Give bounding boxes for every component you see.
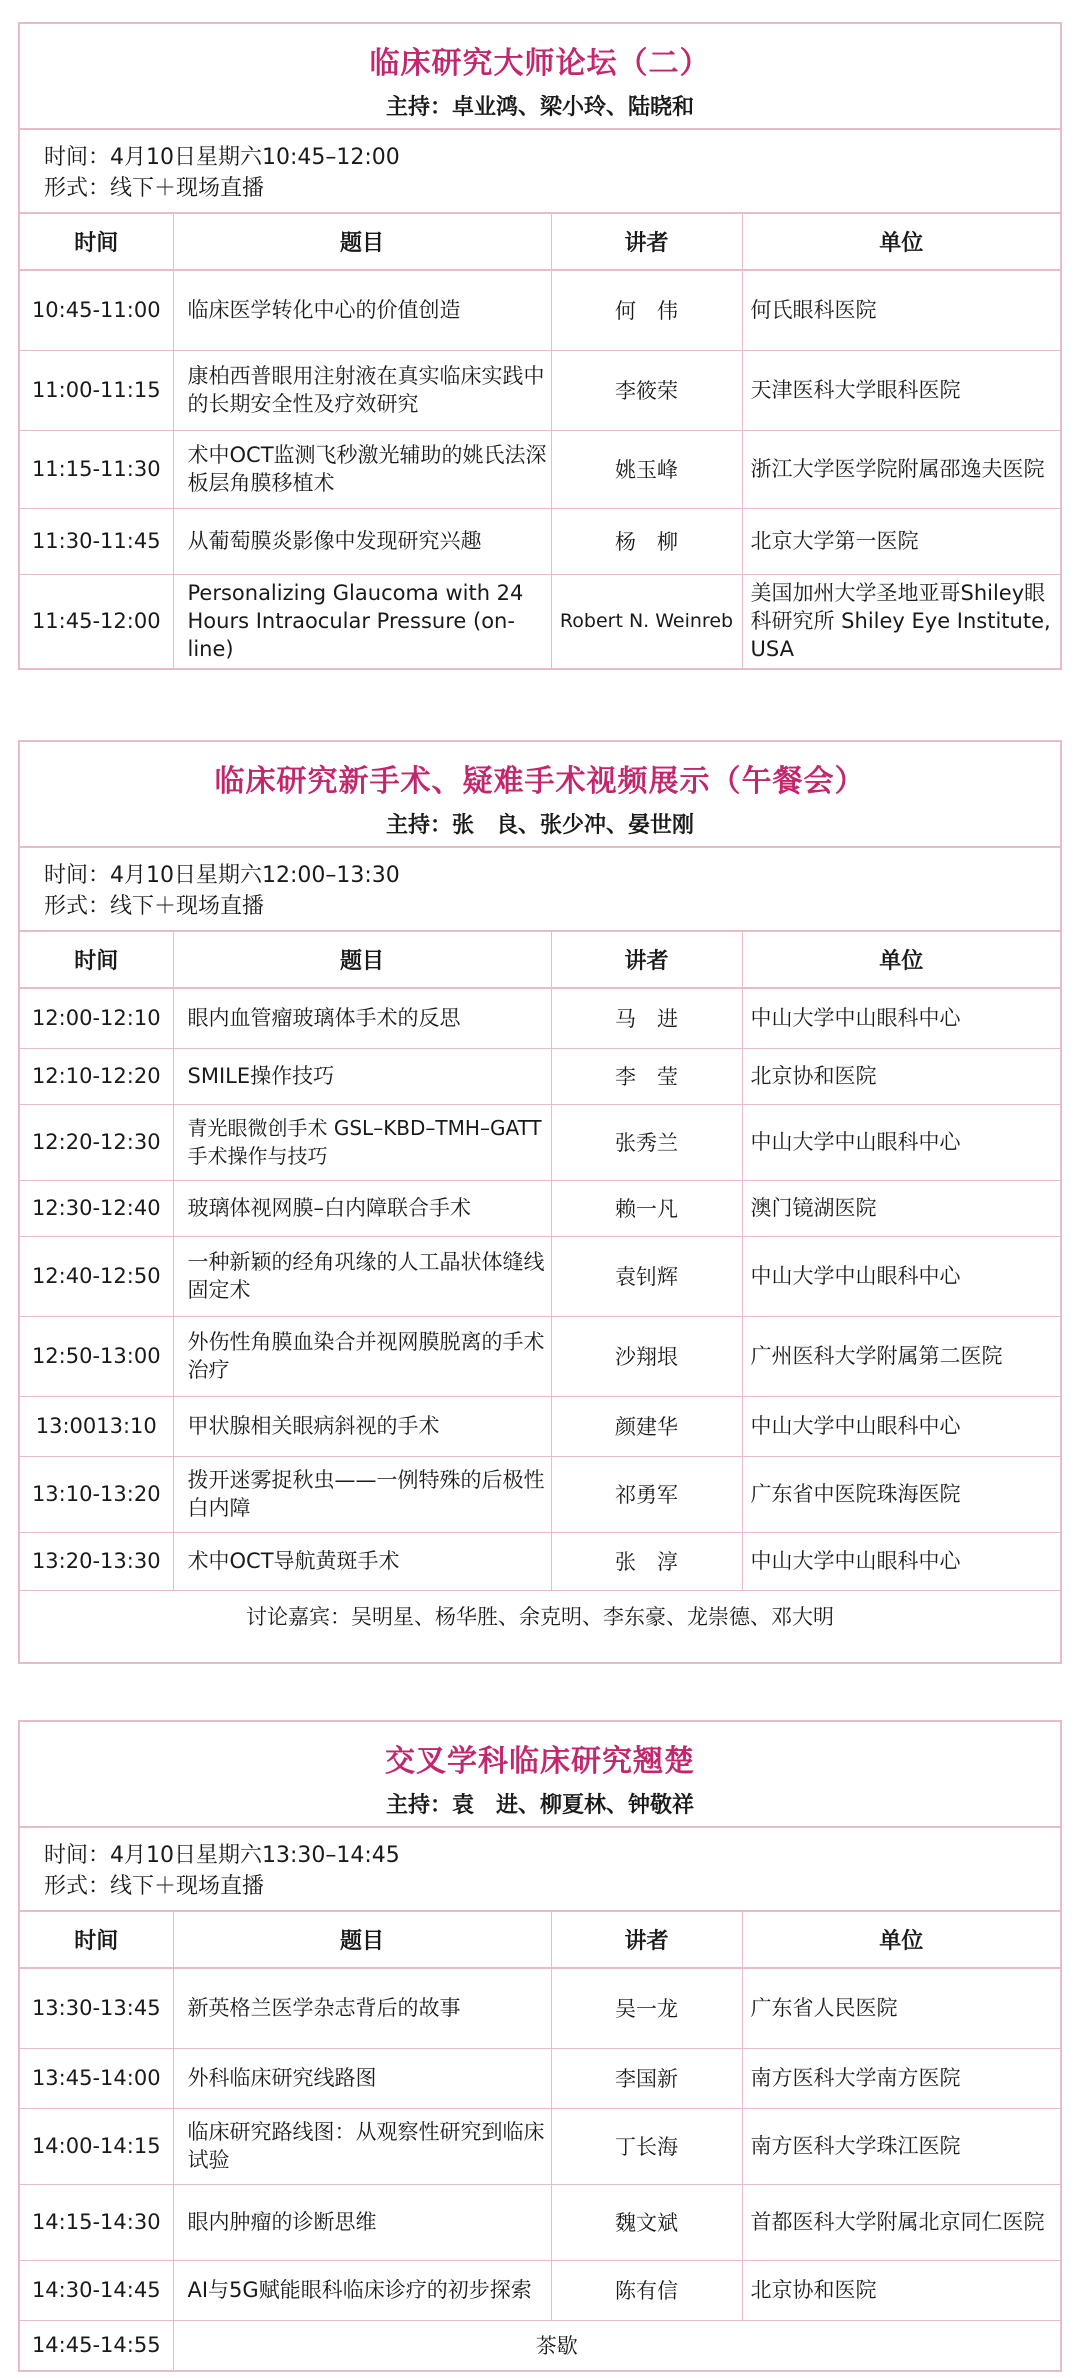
- row-speaker: 赖一凡: [551, 1180, 742, 1236]
- table-row: [20, 1236, 1060, 1316]
- row-speaker: 沙翔垠: [551, 1316, 742, 1396]
- row-unit: 中山大学中山眼科中心: [742, 1236, 1060, 1316]
- row-speaker: 李国新: [551, 2048, 742, 2108]
- session-title: 交叉学科临床研究翘楚: [385, 1744, 695, 1779]
- row-speaker: 何 伟: [551, 270, 742, 350]
- table-row: [20, 1316, 1060, 1396]
- row-time: 12:20-12:30: [20, 1104, 173, 1180]
- row-unit: 中山大学中山眼科中心: [742, 988, 1060, 1048]
- table-row: [20, 2260, 1060, 2320]
- row-unit: 广东省中医院珠海医院: [742, 1456, 1060, 1532]
- row-topic: 术中OCT监测飞秒激光辅助的姚氏法深板层角膜移植术: [173, 430, 551, 508]
- row-unit: 首都医科大学附属北京同仁医院: [742, 2184, 1060, 2260]
- session-header: [20, 1722, 1060, 1828]
- row-topic: 眼内肿瘤的诊断思维: [173, 2184, 551, 2260]
- session-info: [20, 848, 1060, 932]
- table-row: [20, 2048, 1060, 2108]
- discussion-guests: 讨论嘉宾：吴明星、杨华胜、余克明、李东豪、龙崇德、邓大明: [20, 1590, 1060, 1642]
- row-time: 11:45-12:00: [20, 574, 173, 668]
- break-row: [20, 2320, 1060, 2370]
- col-header-topic: 题目: [173, 1912, 551, 1968]
- col-header-time: 时间: [20, 214, 173, 270]
- row-time: 12:00-12:10: [20, 988, 173, 1048]
- row-topic: 临床医学转化中心的价值创造: [173, 270, 551, 350]
- row-speaker: 魏文斌: [551, 2184, 742, 2260]
- row-topic: 玻璃体视网膜–白内障联合手术: [173, 1180, 551, 1236]
- break-time: 14:45-14:55: [20, 2320, 173, 2370]
- col-header-speaker: 讲者: [551, 1912, 742, 1968]
- row-speaker: 陈有信: [551, 2260, 742, 2320]
- col-header-time: 时间: [20, 1912, 173, 1968]
- schedule-table: [20, 932, 1060, 1642]
- row-time: 14:15-14:30: [20, 2184, 173, 2260]
- row-time: 12:30-12:40: [20, 1180, 173, 1236]
- row-time: 10:45-11:00: [20, 270, 173, 350]
- row-speaker: 李 莹: [551, 1048, 742, 1104]
- row-time: 12:10-12:20: [20, 1048, 173, 1104]
- table-row: [20, 430, 1060, 508]
- row-speaker: 姚玉峰: [551, 430, 742, 508]
- table-row: [20, 1180, 1060, 1236]
- row-topic: 甲状腺相关眼病斜视的手术: [173, 1396, 551, 1456]
- row-time: 13:0013:10: [20, 1396, 173, 1456]
- schedule-table: [20, 1912, 1060, 2370]
- row-speaker: 丁长海: [551, 2108, 742, 2184]
- row-topic: 新英格兰医学杂志背后的故事: [173, 1968, 551, 2048]
- col-header-topic: 题目: [173, 932, 551, 988]
- row-unit: 广州医科大学附属第二医院: [742, 1316, 1060, 1396]
- session-title: 临床研究新手术、疑难手术视频展示（午餐会）: [214, 764, 866, 799]
- row-unit: 中山大学中山眼科中心: [742, 1104, 1060, 1180]
- row-unit: 南方医科大学珠江医院: [742, 2108, 1060, 2184]
- table-row: [20, 1456, 1060, 1532]
- row-time: 12:40-12:50: [20, 1236, 173, 1316]
- col-header-speaker: 讲者: [551, 932, 742, 988]
- session-info: [20, 130, 1060, 214]
- row-topic: 青光眼微创手术 GSL–KBD–TMH–GATT手术操作与技巧: [173, 1104, 551, 1180]
- row-time: 12:50-13:00: [20, 1316, 173, 1396]
- col-header-unit: 单位: [742, 932, 1060, 988]
- row-speaker: 马 进: [551, 988, 742, 1048]
- session-time: 时间：4月10日星期六12:00–13:30: [44, 863, 400, 888]
- row-unit: 美国加州大学圣地亚哥Shiley眼科研究所 Shiley Eye Institute, USA: [742, 574, 1060, 668]
- session-info: [20, 1828, 1060, 1912]
- schedule-table: [20, 214, 1060, 668]
- row-time: 14:30-14:45: [20, 2260, 173, 2320]
- row-time: 11:00-11:15: [20, 350, 173, 430]
- col-header-speaker: 讲者: [551, 214, 742, 270]
- table-row: [20, 1048, 1060, 1104]
- row-speaker: 张秀兰: [551, 1104, 742, 1180]
- row-time: 13:45-14:00: [20, 2048, 173, 2108]
- table-row: [20, 1532, 1060, 1590]
- table-row: [20, 2108, 1060, 2184]
- row-topic: 眼内血管瘤玻璃体手术的反思: [173, 988, 551, 1048]
- session-format: 形式：线下＋现场直播: [44, 1874, 265, 1899]
- row-speaker: 袁钊辉: [551, 1236, 742, 1316]
- session-time: 时间：4月10日星期六13:30–14:45: [44, 1843, 400, 1868]
- col-header-unit: 单位: [742, 1912, 1060, 1968]
- session-master-forum: [18, 22, 1062, 670]
- row-time: 13:10-13:20: [20, 1456, 173, 1532]
- break-label: 茶歇: [173, 2320, 1060, 2370]
- row-topic: Personalizing Glaucoma with 24 Hours Intraocular Pressure (on-line): [173, 574, 551, 668]
- session-format: 形式：线下＋现场直播: [44, 894, 265, 919]
- table-row: [20, 1396, 1060, 1456]
- row-unit: 中山大学中山眼科中心: [742, 1396, 1060, 1456]
- row-speaker: 杨 柳: [551, 508, 742, 574]
- row-time: 14:00-14:15: [20, 2108, 173, 2184]
- row-unit: 中山大学中山眼科中心: [742, 1532, 1060, 1590]
- row-unit: 南方医科大学南方医院: [742, 2048, 1060, 2108]
- row-speaker: Robert N. Weinreb: [551, 574, 742, 668]
- row-unit: 广东省人民医院: [742, 1968, 1060, 2048]
- table-row: [20, 508, 1060, 574]
- session-host: 主持：袁 进、柳夏林、钟敬祥: [385, 1793, 694, 1818]
- session-time: 时间：4月10日星期六10:45–12:00: [44, 145, 400, 170]
- col-header-unit: 单位: [742, 214, 1060, 270]
- row-unit: 天津医科大学眼科医院: [742, 350, 1060, 430]
- row-topic: 外伤性角膜血染合并视网膜脱离的手术治疗: [173, 1316, 551, 1396]
- session-title: 临床研究大师论坛（二）: [369, 46, 711, 81]
- table-row: [20, 2184, 1060, 2260]
- row-speaker: 李筱荣: [551, 350, 742, 430]
- session-header: [20, 24, 1060, 130]
- row-speaker: 祁勇军: [551, 1456, 742, 1532]
- row-time: 11:15-11:30: [20, 430, 173, 508]
- session-header: [20, 742, 1060, 848]
- session-format: 形式：线下＋现场直播: [44, 176, 265, 201]
- table-row: [20, 350, 1060, 430]
- row-unit: 北京协和医院: [742, 2260, 1060, 2320]
- row-time: 11:30-11:45: [20, 508, 173, 574]
- row-topic: 术中OCT导航黄斑手术: [173, 1532, 551, 1590]
- row-unit: 澳门镜湖医院: [742, 1180, 1060, 1236]
- row-speaker: 张 淳: [551, 1532, 742, 1590]
- row-topic: 一种新颖的经角巩缘的人工晶状体缝线固定术: [173, 1236, 551, 1316]
- table-row: [20, 1104, 1060, 1180]
- row-unit: 浙江大学医学院附属邵逸夫医院: [742, 430, 1060, 508]
- session-surgery-video: [18, 740, 1062, 1664]
- row-time: 13:30-13:45: [20, 1968, 173, 2048]
- table-row: [20, 1968, 1060, 2048]
- session-host: 主持：卓业鸿、梁小玲、陆晓和: [385, 95, 694, 120]
- row-topic: 康柏西普眼用注射液在真实临床实践中的长期安全性及疗效研究: [173, 350, 551, 430]
- table-row: [20, 574, 1060, 668]
- row-unit: 北京大学第一医院: [742, 508, 1060, 574]
- row-topic: SMILE操作技巧: [173, 1048, 551, 1104]
- row-speaker: 吴一龙: [551, 1968, 742, 2048]
- row-unit: 何氏眼科医院: [742, 270, 1060, 350]
- session-host: 主持：张 良、张少冲、晏世刚: [385, 813, 694, 838]
- table-row: [20, 270, 1060, 350]
- table-row: [20, 988, 1060, 1048]
- row-topic: 外科临床研究线路图: [173, 2048, 551, 2108]
- row-topic: 拨开迷雾捉秋虫——一例特殊的后极性白内障: [173, 1456, 551, 1532]
- row-speaker: 颜建华: [551, 1396, 742, 1456]
- row-topic: 临床研究路线图：从观察性研究到临床试验: [173, 2108, 551, 2184]
- row-time: 13:20-13:30: [20, 1532, 173, 1590]
- col-header-topic: 题目: [173, 214, 551, 270]
- col-header-time: 时间: [20, 932, 173, 988]
- discussion-row: [20, 1590, 1060, 1642]
- row-topic: 从葡萄膜炎影像中发现研究兴趣: [173, 508, 551, 574]
- session-cross-discipline: [18, 1720, 1062, 2372]
- row-unit: 北京协和医院: [742, 1048, 1060, 1104]
- row-topic: AI与5G赋能眼科临床诊疗的初步探索: [173, 2260, 551, 2320]
